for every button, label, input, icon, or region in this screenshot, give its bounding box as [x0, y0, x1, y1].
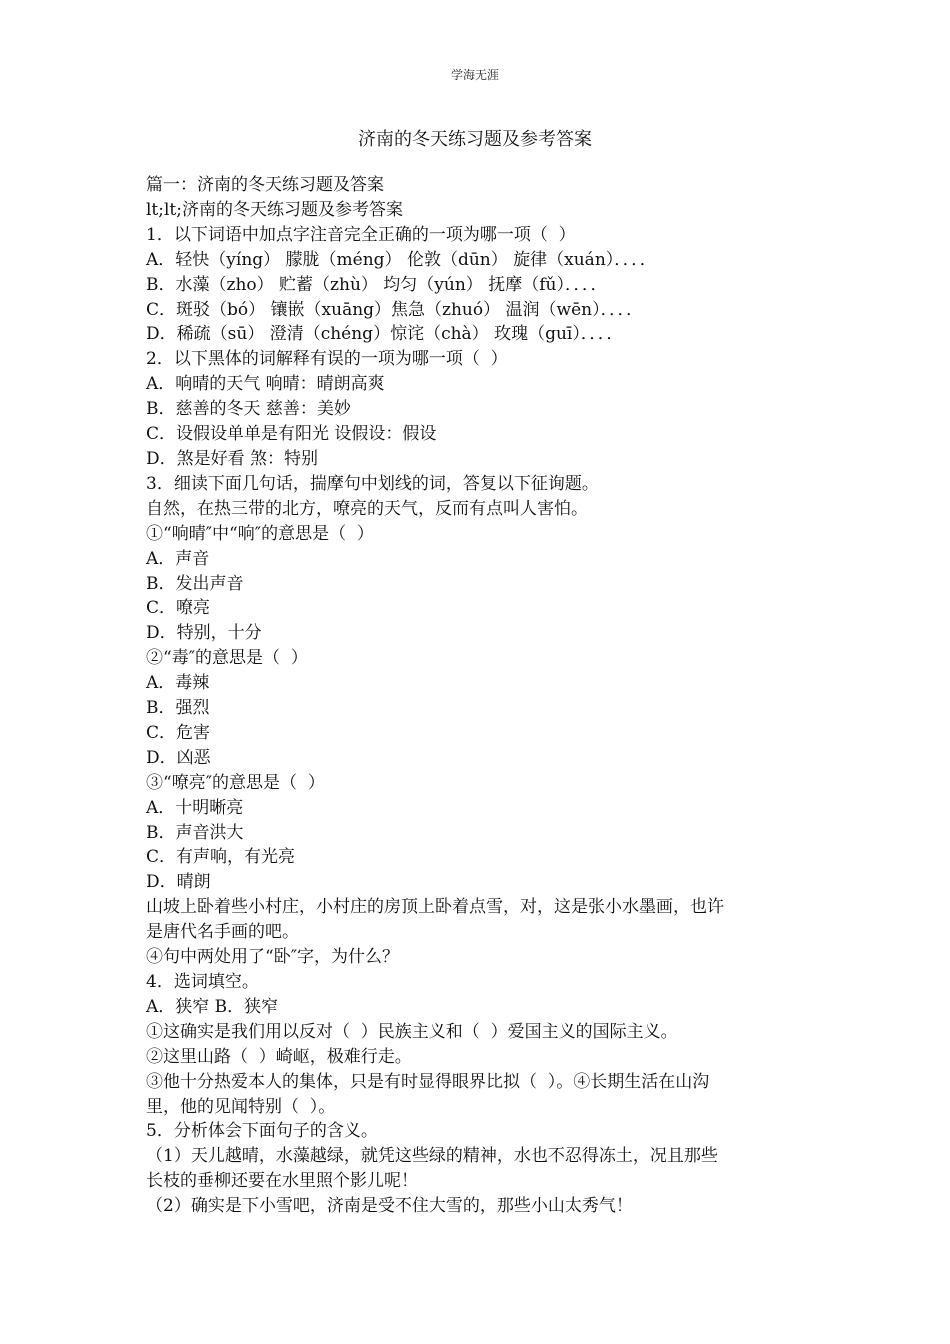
text-line: ③他十分热爱本人的集体，只是有时显得眼界比拟（ ）。④长期生活在山沟 [146, 1071, 710, 1092]
text-line: B．声音洪大 [146, 822, 244, 843]
text-line: （1）天儿越晴，水藻越绿，就凭这些绿的精神，水也不忍得冻土，况且那些 [146, 1146, 718, 1167]
text-line: ①“响晴″中“响″的意思是（ ） [146, 523, 374, 544]
text-line: ②这里山路（ ）崎岖，极难行走。 [146, 1046, 412, 1067]
text-line: 长枝的垂柳还要在水里照个影儿呢！ [146, 1171, 418, 1192]
text-line: 5．分析体会下面句子的含义。 [146, 1121, 378, 1142]
text-line: 3．细读下面几句话，揣摩句中划线的词，答复以下征询题。 [146, 473, 599, 494]
text-line: B．强烈 [146, 698, 210, 719]
text-line: B．发出声音 [146, 573, 244, 594]
text-line: C．危害 [146, 722, 211, 743]
text-line: （2）确实是下小雪吧，济南是受不住大雪的，那些小山太秀气！ [146, 1196, 633, 1217]
text-line: 里，他的见闻特别（ ）。 [146, 1096, 336, 1117]
text-line: A．声音 [146, 548, 210, 569]
text-line: 是唐代名手画的吧。 [146, 922, 299, 943]
text-line: D．稀疏（sū） 澄清（chéng）惊诧（chà） 玫瑰（guī）．．．． [146, 324, 624, 345]
text-line: D．煞是好看 煞：特别 [146, 448, 319, 469]
page-header: 学海无涯 [450, 68, 499, 82]
text-line: B．慈善的冬天 慈善：美妙 [146, 399, 351, 420]
text-line: ④句中两处用了“卧″字，为什么？ [146, 947, 400, 968]
document-title: 济南的冬天练习题及参考答案 [358, 129, 592, 150]
text-line: B．水藻（zho） 贮蓄（zhù） 均匀（yún） 抚摩（fǔ）．．．． [146, 274, 608, 295]
text-line: A．轻快（yíng） 朦胧（méng） 伦敦（dūn） 旋律（xuán）．．．． [146, 249, 657, 270]
text-line: 1．以下词语中加点字注音完全正确的一项为哪一项（ ） [146, 224, 576, 245]
text-line: D．晴朗 [146, 872, 211, 893]
text-line: A．响晴的天气 响晴：晴朗高爽 [146, 374, 385, 395]
text-line: 4．选词填空。 [146, 972, 259, 992]
text-line: 2．以下黑体的词解释有误的一项为哪一项（ ） [146, 349, 508, 370]
document-body [146, 173, 806, 1219]
text-line: A．毒辣 [146, 673, 210, 694]
text-line: ②“毒″的意思是（ ） [146, 648, 308, 669]
text-line: A．十明晰亮 [146, 797, 244, 818]
text-line: C．斑驳（bó） 镶嵌（xuāng）焦急（zhuó） 温润（wēn）．．．． [146, 299, 644, 320]
text-line: lt;lt;济南的冬天练习题及参考答案 [146, 199, 403, 220]
text-line: ③“嘹亮″的意思是（ ） [146, 772, 325, 793]
text-line: C．设假设单单是有阳光 设假设：假设 [146, 424, 437, 445]
text-line: ①这确实是我们用以反对（ ）民族主义和（ ）爱国主义的国际主义。 [146, 1021, 678, 1042]
text-line: D．凶恶 [146, 747, 211, 768]
text-line: A．狭窄 B．狭窄 [146, 996, 279, 1017]
text-line: C．嘹亮 [146, 598, 211, 619]
text-line: 山坡上卧着些小村庄，小村庄的房顶上卧着点雪，对，这是张小水墨画，也许 [146, 897, 724, 918]
text-line: D．特别，十分 [146, 623, 262, 644]
text-line: 篇一：济南的冬天练习题及答案 [146, 175, 384, 195]
text-line: 自然，在热三带的北方，嘹亮的天气，反而有点叫人害怕。 [146, 498, 588, 519]
text-line: C．有声响，有光亮 [146, 847, 296, 868]
